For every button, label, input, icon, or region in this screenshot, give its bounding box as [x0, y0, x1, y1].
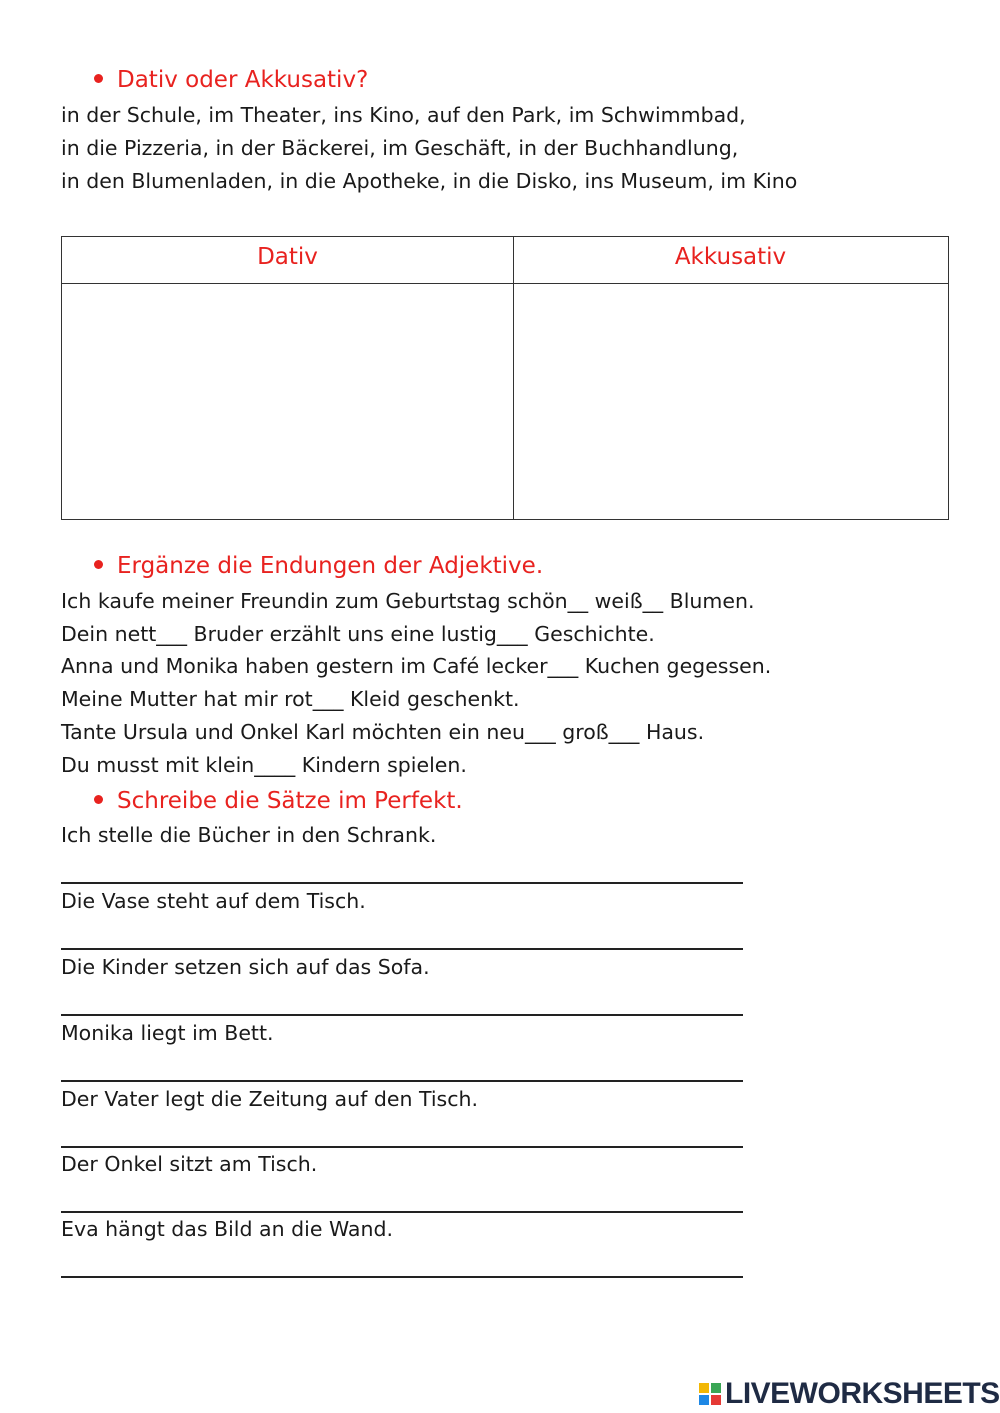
exercise-line: Du musst mit klein____ Kindern spielen. [61, 753, 467, 777]
sentence: Monika liegt im Bett. [61, 1021, 274, 1045]
bullet-icon [94, 795, 103, 804]
prompt-line: in der Schule, im Theater, ins Kino, auf den Park, im Schwimmbad, [61, 103, 746, 127]
drop-zone-akkusativ[interactable] [514, 284, 948, 519]
bullet-icon [94, 560, 103, 569]
logo-text: LIVEWORKSHEETS [725, 1377, 1000, 1410]
sorting-table [61, 236, 949, 520]
logo-square [699, 1383, 709, 1393]
sentence: Der Vater legt die Zeitung auf den Tisch. [61, 1087, 479, 1111]
prompt-line: in die Pizzeria, in der Bäckerei, im Geschäft, in der Buchhandlung, [61, 136, 739, 160]
prompt-line: in den Blumenladen, in die Apotheke, in die Disko, ins Museum, im Kino [61, 169, 798, 193]
answer-line[interactable] [61, 926, 743, 950]
logo-mark-icon [699, 1383, 721, 1405]
exercise-line: Dein nett___ Bruder erzählt uns eine lustig___ Geschichte. [61, 622, 655, 646]
sentence: Die Vase steht auf dem Tisch. [61, 889, 366, 913]
column-header-dativ: Dativ [62, 237, 513, 284]
logo-square [699, 1395, 709, 1405]
bullet-icon [94, 74, 103, 83]
sentence: Der Onkel sitzt am Tisch. [61, 1152, 318, 1176]
exercise-line: Anna und Monika haben gestern im Café lecker___ Kuchen gegessen. [61, 654, 772, 678]
exercise-line: Meine Mutter hat mir rot___ Kleid geschenkt. [61, 687, 520, 711]
sentence: Ich stelle die Bücher in den Schrank. [61, 823, 437, 847]
logo-square [711, 1395, 721, 1405]
answer-line[interactable] [61, 860, 743, 884]
drop-zone-dativ[interactable] [62, 284, 513, 519]
exercise-line: Tante Ursula und Onkel Karl möchten ein neu___ groß___ Haus. [61, 720, 705, 744]
sentence: Die Kinder setzen sich auf das Sofa. [61, 955, 430, 979]
section-heading-dativ-akkusativ: Dativ oder Akkusativ? [94, 65, 368, 95]
answer-line[interactable] [61, 992, 743, 1016]
answer-line[interactable] [61, 1124, 743, 1148]
answer-line[interactable] [61, 1058, 743, 1082]
section-heading-perfekt: Schreibe die Sätze im Perfekt. [94, 786, 463, 816]
exercise-line: Ich kaufe meiner Freundin zum Geburtstag schön__ weiß__ Blumen. [61, 589, 755, 613]
column-header-akkusativ: Akkusativ [513, 237, 948, 284]
answer-line[interactable] [61, 1254, 743, 1278]
logo-square [711, 1383, 721, 1393]
section-heading-adjektive: Ergänze die Endungen der Adjektive. [94, 551, 543, 581]
answer-line[interactable] [61, 1189, 743, 1213]
sentence: Eva hängt das Bild an die Wand. [61, 1217, 393, 1241]
liveworksheets-logo[interactable] [699, 1376, 1000, 1412]
